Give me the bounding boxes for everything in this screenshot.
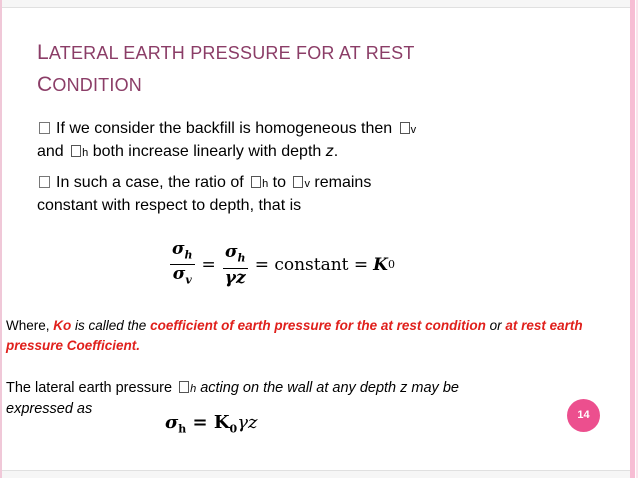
title-line-1: ATERAL EARTH PRESSURE FOR AT REST bbox=[48, 43, 415, 63]
missing-glyph-icon bbox=[400, 122, 410, 134]
fraction-sh-gz: $\frac{\sigma_h}{\gamma z}$ bbox=[224, 242, 246, 288]
right-accent-bar bbox=[630, 0, 635, 478]
lateral-pressure-text: The lateral earth pressure h acting on the wall at any depth z may be expressed as bbox=[6, 380, 459, 417]
where-definition: Where, Ko is called the coefficient of earth pressure for the at rest condition or at rest earth pressure Coefficient. bbox=[6, 318, 583, 353]
ratio-formula: $\frac{\sigma_h}{\sigma_v}$ = $\frac{\sigma_h}{\gamma z}$ = constant = K 0 bbox=[168, 240, 395, 290]
page-number-badge: 14 bbox=[567, 399, 600, 432]
title-cap-2: C bbox=[37, 73, 53, 96]
missing-glyph-icon bbox=[293, 176, 303, 188]
top-rail bbox=[0, 0, 630, 8]
fraction-sh-sv: $\frac{\sigma_h}{\sigma_v}$ bbox=[172, 239, 193, 287]
bullet-box-icon bbox=[39, 122, 50, 134]
bullet-homogeneous: If we consider the backfill is homogeneous then v and h both increase linearly with depth z. bbox=[37, 120, 417, 160]
missing-glyph-icon bbox=[71, 145, 81, 157]
lateral-pressure-formula: $\sigma_h = K_0\gamma z$ bbox=[165, 412, 258, 436]
title-line-2: ONDITION bbox=[52, 75, 142, 95]
bullet-box-icon bbox=[39, 176, 50, 188]
bullet-ratio: In such a case, the ratio of h to v remains constant with respect to depth, that is bbox=[37, 174, 372, 214]
missing-glyph-icon bbox=[179, 381, 189, 393]
missing-glyph-icon bbox=[251, 176, 261, 188]
slide-title bbox=[37, 37, 597, 101]
title-cap-1: L bbox=[37, 41, 49, 64]
bottom-rail bbox=[0, 470, 630, 478]
left-edge-line bbox=[0, 0, 2, 478]
